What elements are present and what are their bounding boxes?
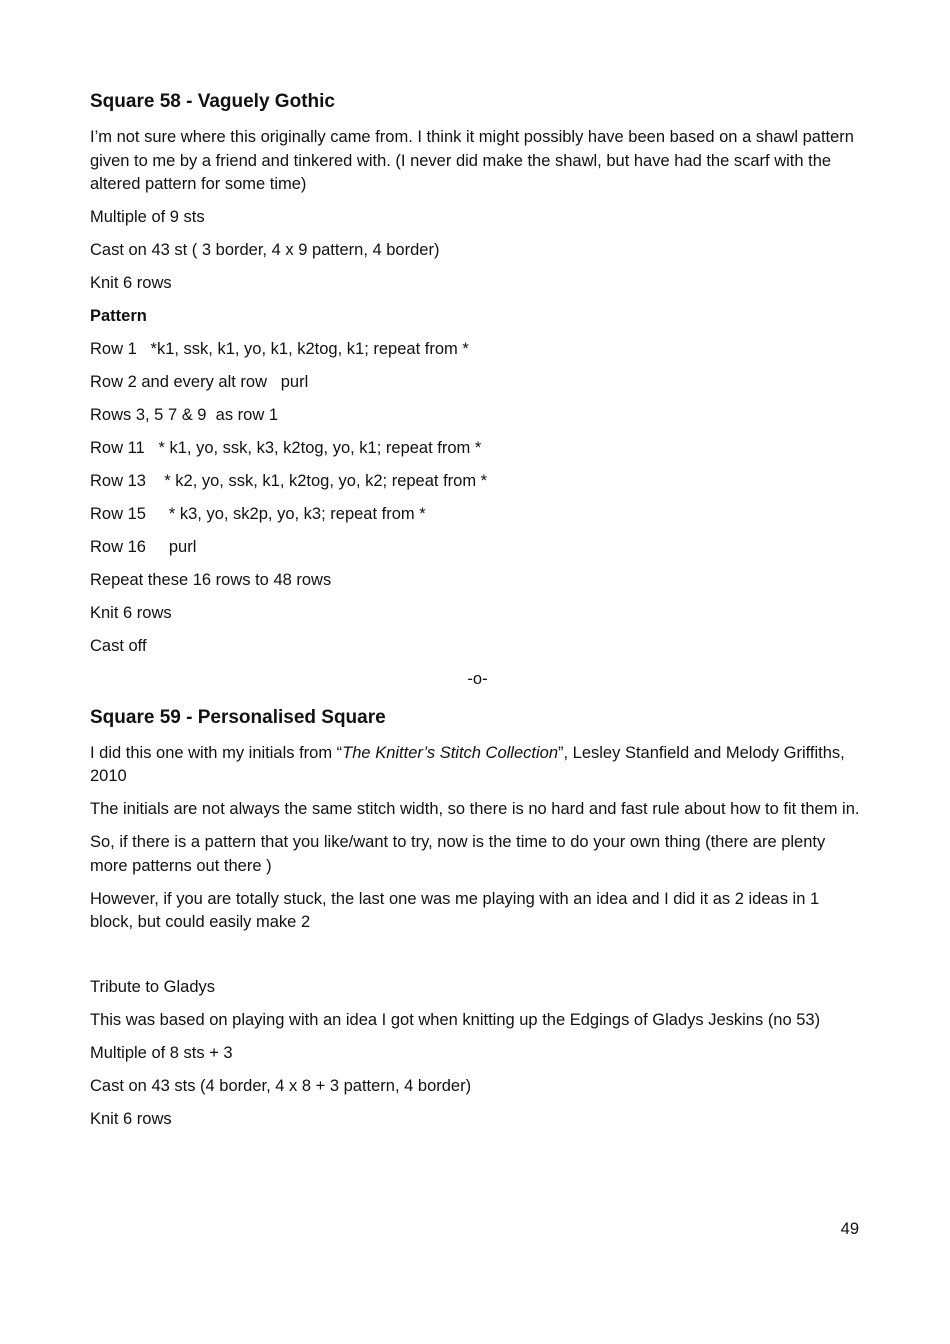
spacer [90, 944, 865, 976]
tribute-cast-on: Cast on 43 sts (4 border, 4 x 8 + 3 pattern, 4 border) [90, 1077, 472, 1095]
pattern-row: Row 15 * k3, yo, sk2p, yo, k3; repeat from * [90, 505, 426, 523]
pattern-row: Row 2 and every alt row purl [90, 373, 309, 391]
square-58-multiple: Multiple of 9 sts [90, 208, 205, 226]
square-58-knit-rows-end: Knit 6 rows [90, 604, 172, 622]
square-58-title: Square 58 - Vaguely Gothic [90, 91, 335, 112]
square-58-knit-rows: Knit 6 rows [90, 274, 172, 292]
pattern-row: Row 16 purl [90, 538, 197, 556]
tribute-description: This was based on playing with an idea I got when knitting up the Edgings of Gladys Jeskins (no 53) [90, 1011, 821, 1029]
tribute-title: Tribute to Gladys [90, 978, 216, 996]
square-59-intro [90, 742, 865, 789]
square-59-para-3: So, if there is a pattern that you like/want to try, now is the time to do your own thing (there are plenty more patterns out there ) [90, 833, 826, 875]
square-58-intro: I’m not sure where this originally came from. I think it might possibly have been based on a shawl pattern given to me by a friend and tinkered with. (I never did make the shawl, but have had the scarf with the altered pattern for some time) [90, 128, 854, 193]
square-59-para-2: The initials are not always the same stitch width, so there is no hard and fast rule about how to fit them in. [90, 800, 860, 818]
pattern-row: Row 13 * k2, yo, ssk, k1, k2tog, yo, k2; repeat from * [90, 472, 488, 490]
square-58-cast-off: Cast off [90, 637, 147, 655]
square-58-repeat: Repeat these 16 rows to 48 rows [90, 571, 332, 589]
square-58-cast-on: Cast on 43 st ( 3 border, 4 x 9 pattern, 4 border) [90, 241, 440, 259]
square-59-para-4: However, if you are totally stuck, the last one was me playing with an idea and I did it as 2 ideas in 1 block, but could easily make 2 [90, 889, 820, 931]
tribute-knit-rows: Knit 6 rows [90, 1110, 172, 1128]
page-number: 49 [840, 1220, 859, 1238]
intro-text-before: I did this one with my initials from “ [90, 743, 343, 762]
tribute-multiple: Multiple of 8 sts + 3 [90, 1044, 233, 1062]
pattern-row: Row 1 *k1, ssk, k1, yo, k1, k2tog, k1; repeat from * [90, 340, 469, 358]
page-content [90, 88, 865, 1141]
intro-text-after: ”, Lesley Stanfield and Melody Griffiths, 2010 [90, 743, 845, 785]
square-59-title: Square 59 - Personalised Square [90, 706, 386, 728]
section-separator: -o- [467, 670, 488, 688]
pattern-row: Rows 3, 5 7 & 9 as row 1 [90, 406, 279, 424]
book-title: The Knitter’s Stitch Collection [342, 743, 558, 762]
pattern-row: Row 11 * k1, yo, ssk, k3, k2tog, yo, k1; repeat from * [90, 439, 482, 457]
pattern-heading: Pattern [90, 307, 147, 325]
